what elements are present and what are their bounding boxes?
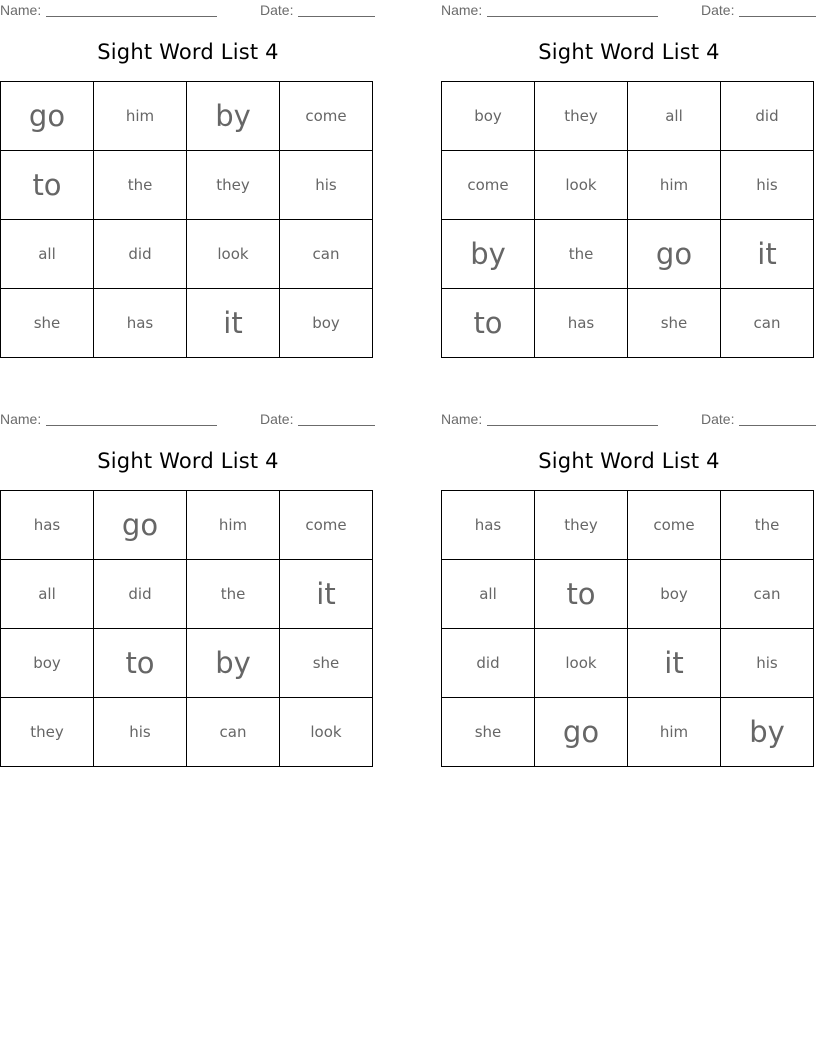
grid-row [442,698,814,767]
word-cell: him [187,491,280,560]
word-cell: by [442,220,535,289]
word-cell: it [187,289,280,358]
word-cell: they [535,491,628,560]
word-cell: come [280,491,373,560]
name-date-row [0,411,376,427]
word-cell: she [280,629,373,698]
grid-row [442,82,814,151]
name-label: Name: [0,411,42,427]
word-cell: did [94,560,187,629]
word-cell: they [187,151,280,220]
name-label: Name: [441,2,483,18]
word-cell: by [721,698,814,767]
grid-row [1,289,373,358]
word-cell: go [535,698,628,767]
grid-row [442,491,814,560]
name-field-line[interactable] [46,425,217,426]
word-cell: all [442,560,535,629]
word-grid [441,81,814,358]
word-cell: the [187,560,280,629]
grid-row [442,151,814,220]
word-cell: the [94,151,187,220]
word-cell: has [535,289,628,358]
name-field-line[interactable] [487,16,658,17]
grid-row [1,629,373,698]
word-cell: they [535,82,628,151]
word-cell: the [721,491,814,560]
word-grid [441,490,814,767]
word-cell: it [280,560,373,629]
date-field-line[interactable] [739,16,816,17]
word-cell: it [721,220,814,289]
grid-row [442,289,814,358]
date-label: Date: [701,2,735,18]
word-cell: look [535,151,628,220]
word-cell: she [1,289,94,358]
word-cell: did [94,220,187,289]
word-cell: to [94,629,187,698]
word-cell: his [94,698,187,767]
date-field-line[interactable] [739,425,816,426]
word-cell: look [187,220,280,289]
word-cell: to [1,151,94,220]
grid-row [442,220,814,289]
date-field-line[interactable] [298,425,375,426]
name-date-row [441,411,816,427]
card-title: Sight Word List 4 [97,40,279,64]
grid-row [1,220,373,289]
word-cell: look [280,698,373,767]
word-cell: him [94,82,187,151]
name-label: Name: [0,2,42,18]
word-cell: the [535,220,628,289]
name-field-line[interactable] [487,425,658,426]
word-cell: boy [1,629,94,698]
word-cell: all [1,220,94,289]
grid-row [1,560,373,629]
word-cell: his [721,151,814,220]
grid-row [1,151,373,220]
grid-row [1,491,373,560]
word-cell: did [442,629,535,698]
word-cell: boy [280,289,373,358]
word-cell: has [442,491,535,560]
name-label: Name: [441,411,483,427]
grid-row [442,560,814,629]
word-cell: can [721,560,814,629]
word-cell: go [1,82,94,151]
word-cell: she [442,698,535,767]
word-cell: by [187,82,280,151]
word-cell: boy [442,82,535,151]
date-label: Date: [260,411,294,427]
word-cell: him [628,698,721,767]
card-title: Sight Word List 4 [538,449,720,473]
word-cell: can [187,698,280,767]
word-cell: come [280,82,373,151]
name-field-line[interactable] [46,16,217,17]
grid-row [1,698,373,767]
name-date-row [441,2,816,18]
word-cell: come [442,151,535,220]
word-cell: his [280,151,373,220]
card-title: Sight Word List 4 [97,449,279,473]
word-grid [0,490,373,767]
word-cell: has [1,491,94,560]
word-cell: all [1,560,94,629]
word-cell: she [628,289,721,358]
date-field-line[interactable] [298,16,375,17]
grid-row [1,82,373,151]
grid-row [442,629,814,698]
word-cell: can [280,220,373,289]
word-grid [0,81,373,358]
word-cell: come [628,491,721,560]
date-label: Date: [260,2,294,18]
word-cell: look [535,629,628,698]
word-cell: go [628,220,721,289]
word-cell: it [628,629,721,698]
word-cell: can [721,289,814,358]
word-cell: to [535,560,628,629]
word-cell: boy [628,560,721,629]
card-title: Sight Word List 4 [538,40,720,64]
word-cell: did [721,82,814,151]
name-date-row [0,2,376,18]
date-label: Date: [701,411,735,427]
word-cell: has [94,289,187,358]
word-cell: his [721,629,814,698]
word-cell: by [187,629,280,698]
word-cell: go [94,491,187,560]
word-cell: they [1,698,94,767]
word-cell: all [628,82,721,151]
word-cell: to [442,289,535,358]
word-cell: him [628,151,721,220]
